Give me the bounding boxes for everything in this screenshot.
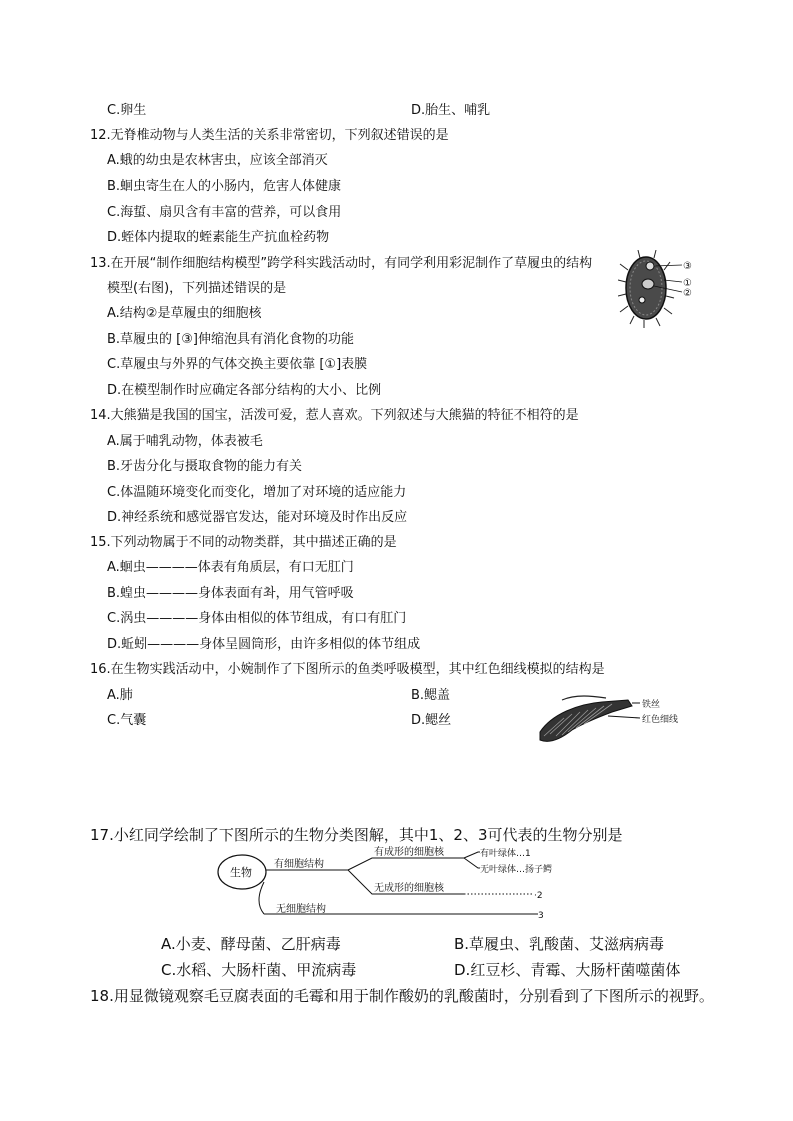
node-cellular: 有细胞结构 — [274, 859, 324, 870]
question-12: 12.无脊椎动物与人类生活的关系非常密切，下列叙述错误的是 — [90, 128, 449, 143]
q17-option-a: A.小麦、酵母菌、乙肝病毒 — [161, 935, 341, 953]
question-15: 15.下列动物属于不同的动物类群，其中描述正确的是 — [90, 535, 397, 550]
q16-option-a: A.肺 — [107, 688, 133, 703]
q11-option-d: D.胎生、哺乳 — [411, 103, 491, 118]
q17-option-d: D.红豆杉、青霉、大肠杆菌噬菌体 — [454, 961, 681, 979]
label-3: ③ — [683, 261, 692, 272]
q12-option-b: B.蛔虫寄生在人的小肠内，危害人体健康 — [107, 179, 342, 194]
paramecium-model-figure — [618, 250, 700, 330]
q12-option-d: D.蛭体内提取的蛭素能生产抗血栓药物 — [107, 230, 330, 245]
q13-option-c: C.草履虫与外界的气体交换主要依靠 [①]表膜 — [107, 357, 368, 372]
classification-diagram — [216, 846, 556, 922]
q12-option-a: A.蛾的幼虫是农林害虫，应该全部消灭 — [107, 153, 328, 168]
fish-gill-model-figure — [532, 690, 692, 750]
node-organism: 生物 — [230, 866, 252, 879]
q15-option-b: B.蝗虫————身体表面有촤，用气管呼吸 — [107, 586, 354, 601]
label-red-thread: 红色细线 — [642, 715, 679, 725]
q14-option-a: A.属于哺乳动物，体表被毛 — [107, 434, 263, 449]
question-16: 16.在生物实践活动中，小婉制作了下图所示的鱼类呼吸模型，其中红色细线模拟的结构是 — [90, 662, 605, 677]
q17-option-c: C.水稻、大肠杆菌、甲流病毒 — [161, 961, 357, 979]
q14-option-d: D.神经系统和感觉器官发达，能对环境及时作出反应 — [107, 510, 408, 525]
label-2: ② — [683, 288, 692, 299]
q16-option-b: B.鳃盖 — [411, 688, 451, 703]
q13-option-a: A.结构②是草履虫的细胞核 — [107, 306, 262, 321]
q14-option-b: B.牙齿分化与摄取食物的能力有关 — [107, 459, 303, 474]
q15-option-c: C.涡虫————身体由相似的体节组成，有口有肛门 — [107, 611, 407, 626]
q15-option-a: A.蛔虫————体表有角质层，有口无肛门 — [107, 560, 354, 575]
node-no-nucleus: 无成形的细胞核 — [374, 883, 444, 894]
node-non-cellular: 无细胞结构 — [276, 904, 326, 915]
label-1: ① — [683, 278, 692, 289]
node-no-chlorophyll: 无叶绿体…扬子鳄 — [480, 865, 553, 875]
node-nucleus: 有成形的细胞核 — [374, 847, 444, 858]
node-3: 3 — [538, 911, 544, 921]
label-iron-wire: 铁丝 — [642, 700, 661, 710]
q13-option-b: B.草履虫的 [③]伸缩泡具有消化食物的功能 — [107, 332, 354, 347]
question-13-line2: 模型(右图)，下列描述错误的是 — [107, 281, 287, 296]
q17-option-b: B.草履虫、乳酸菌、艾滋病病毒 — [454, 935, 665, 953]
q16-option-d: D.鳃丝 — [411, 713, 452, 728]
q12-option-c: C.海蜇、扇贝含有丰富的营养，可以食用 — [107, 205, 342, 220]
q15-option-d: D.蚯蚓————身体呈圆筒形，由许多相似的体节组成 — [107, 637, 421, 652]
q13-option-d: D.在模型制作时应确定各部分结构的大小、比例 — [107, 383, 382, 398]
question-14: 14.大熊猫是我国的国宝，活泼可爱，惹人喜欢。下列叙述与大熊猫的特征不相符的是 — [90, 408, 579, 423]
question-17: 17.小红同学绘制了下图所示的生物分类图解，其中1、2、3可代表的生物分别是 — [90, 826, 623, 844]
question-18: 18.用显微镜观察毛豆腐表面的毛霉和用于制作酸奶的乳酸菌时，分别看到了下图所示的视野。 — [90, 987, 714, 1005]
q16-option-c: C.气囊 — [107, 713, 147, 728]
node-2: ·2 — [534, 891, 543, 901]
q14-option-c: C.体温随环境变化而变化，增加了对环境的适应能力 — [107, 485, 407, 500]
question-13-line1: 13.在开展“制作细胞结构模型”跨学科实践活动时，有同学利用彩泥制作了草履虫的结构 — [90, 256, 593, 271]
q11-option-c: C.卵生 — [107, 103, 147, 118]
node-chlorophyll: 有叶绿体…1 — [480, 849, 531, 859]
